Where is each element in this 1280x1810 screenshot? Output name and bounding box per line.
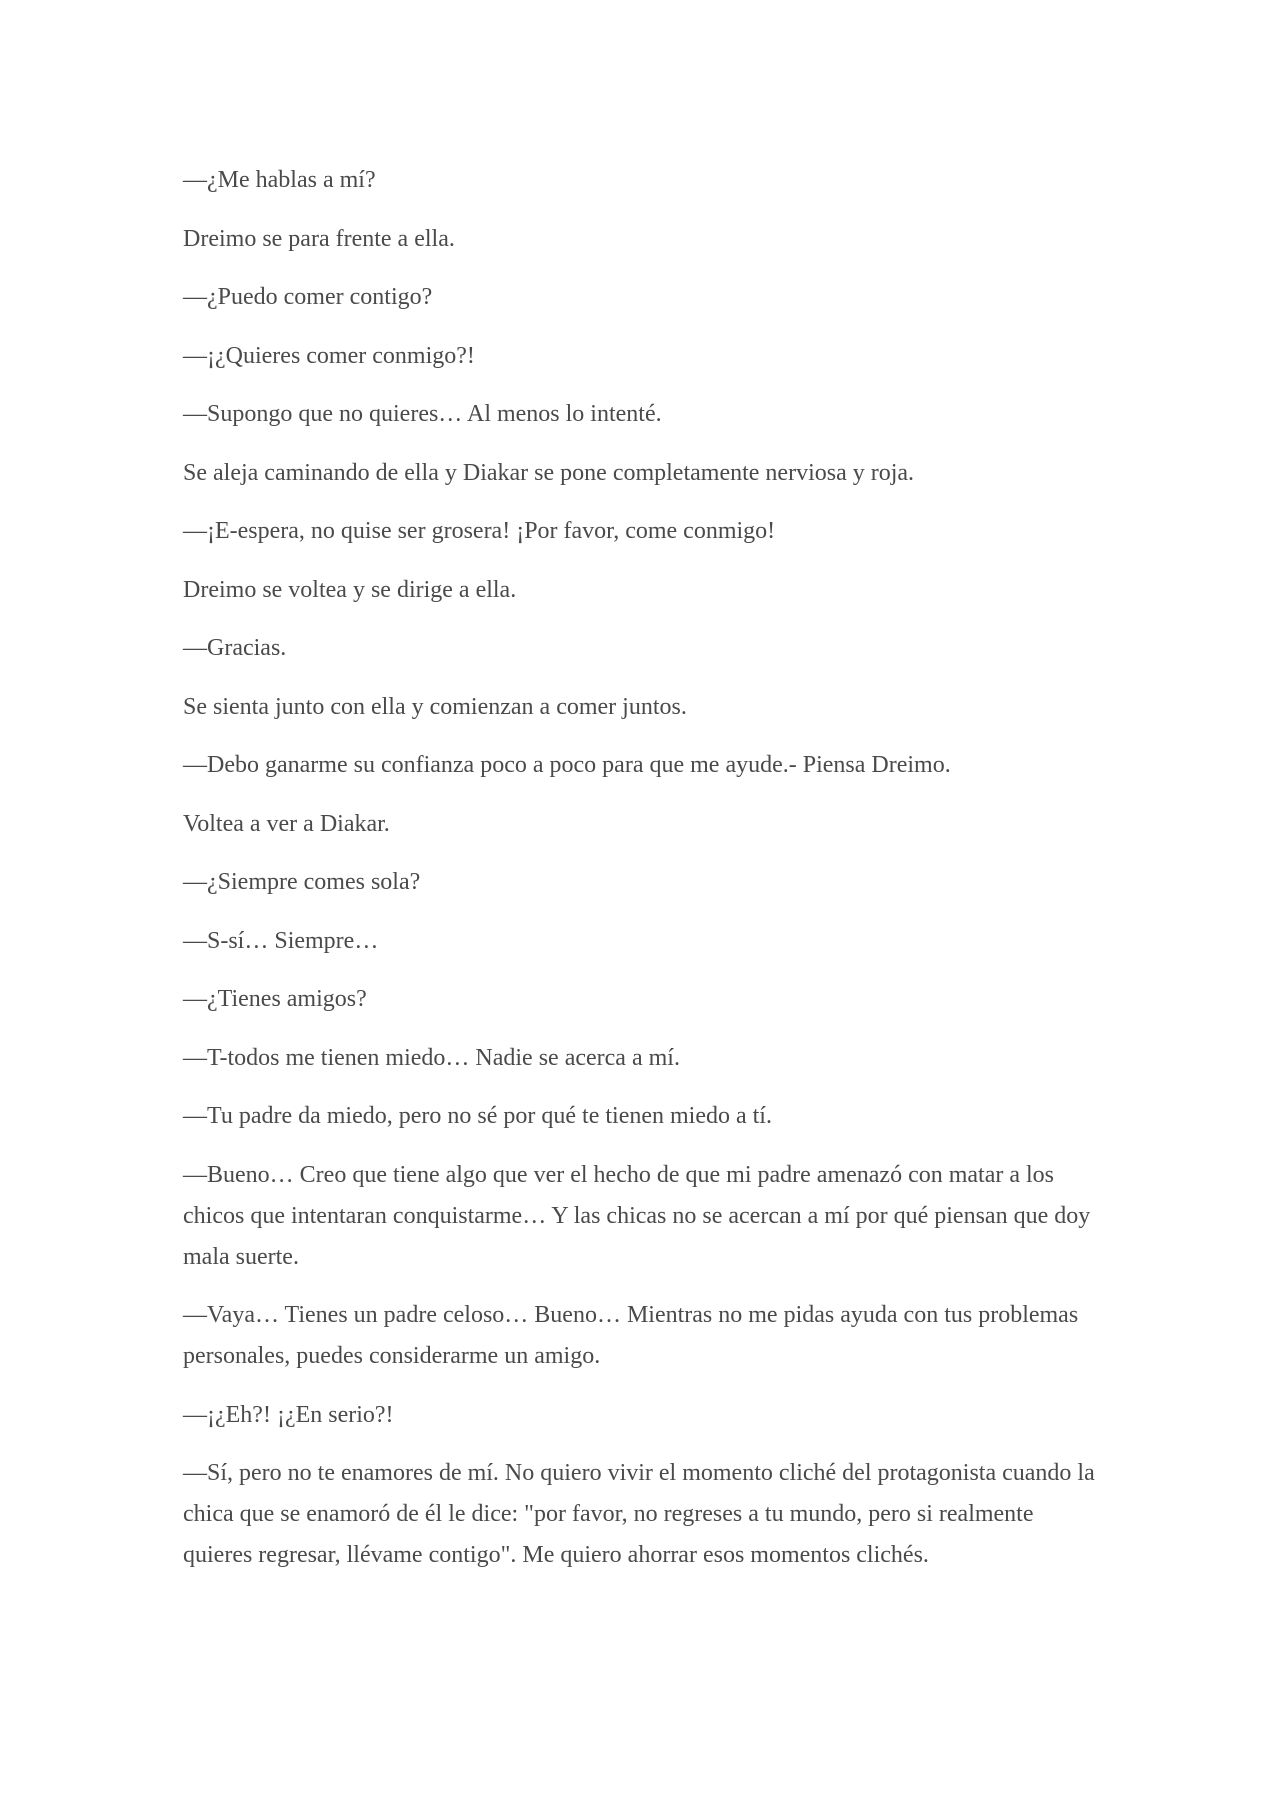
paragraph: —Vaya… Tienes un padre celoso… Bueno… Mientras no me pidas ayuda con tus problemas personales, puedes considerarme un amigo. [183,1302,1079,1369]
paragraph: —¡E-espera, no quise ser grosera! ¡Por favor, come conmigo! [183,518,776,544]
paragraph: —Tu padre da miedo, pero no sé por qué te tienen miedo a tí. [183,1103,772,1129]
paragraph: —¿Puedo comer contigo? [183,284,433,310]
paragraph: Se aleja caminando de ella y Diakar se pone completamente nerviosa y roja. [183,459,915,486]
document-page [183,160,1103,1594]
paragraph: Voltea a ver a Diakar. [183,810,390,837]
paragraph: Dreimo se voltea y se dirige a ella. [183,576,517,603]
paragraph: —Bueno… Creo que tiene algo que ver el hecho de que mi padre amenazó con matar a los chicos que intentaran conquistarme… Y las chicas no se acercan a mí por qué piensan que doy mala suerte. [183,1161,1091,1270]
paragraph: —¿Siempre comes sola? [183,869,421,895]
paragraph: Dreimo se para frente a ella. [183,225,455,252]
paragraph: —¡¿Eh?! ¡¿En serio?! [183,1401,394,1428]
paragraph: —Supongo que no quieres… Al menos lo intenté. [183,401,662,427]
paragraph: —¿Me hablas a mí? [183,167,376,193]
paragraph: —S-sí… Siempre… [183,927,379,954]
paragraph: —¿Tienes amigos? [183,986,367,1012]
paragraph: Se sienta junto con ella y comienzan a comer juntos. [183,693,687,720]
paragraph: —Debo ganarme su confianza poco a poco para que me ayude.- Piensa Dreimo. [183,752,951,778]
paragraph: —Sí, pero no te enamores de mí. No quiero vivir el momento cliché del protagonista cuando la chica que se enamoró de él le dice: "por favor, no regreses a tu mundo, pero si realmente quieres regresar, llévame contigo". Me quiero ahorrar esos momentos clichés. [183,1460,1095,1568]
paragraph: —T-todos me tienen miedo… Nadie se acerca a mí. [183,1044,680,1071]
paragraph: —Gracias. [183,635,287,661]
paragraph: —¡¿Quieres comer conmigo?! [183,342,475,369]
